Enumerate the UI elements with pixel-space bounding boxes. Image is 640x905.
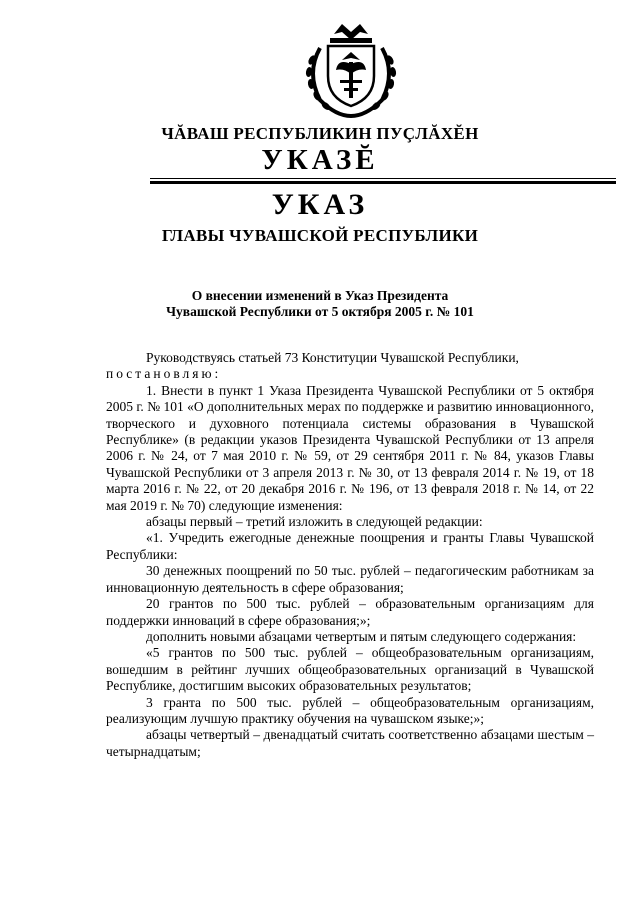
divider-thin — [150, 178, 616, 179]
paragraph: 20 грантов по 500 тыс. рублей – образовательным организациям для поддержки инноваций в сфере образования;»; — [106, 596, 594, 628]
paragraph-preamble: Руководствуясь статьей 73 Конституции Чувашской Республики, — [146, 350, 519, 365]
chuvash-heading: ЧĂВАШ РЕСПУБЛИКИН ПУÇЛĂХĔН — [161, 124, 479, 143]
paragraph: «5 грантов по 500 тыс. рублей – общеобразовательным организациям, вошедшим в рейтинг лучших общеобразовательных организаций в Чувашской Республике, достигшим высоких образовательных результатов; — [106, 645, 594, 694]
paragraph: 3 гранта по 500 тыс. рублей – общеобразовательным организациям, реализующим лучшую практику обучения на чувашском языке;»; — [106, 694, 594, 726]
decree-title: УКАЗ — [271, 188, 369, 221]
coat-of-arms-icon — [298, 18, 404, 122]
paragraph-resolve: постановляю: — [106, 366, 222, 382]
divider-thick — [150, 181, 616, 184]
paragraph: 30 денежных поощрений по 50 тыс. рублей – педагогическим работникам за инновационную деятельность в сфере образования; — [106, 563, 594, 595]
subject-line-1: О внесении изменений в Указ Президента — [191, 288, 449, 303]
paragraph: абзацы четвертый – двенадцатый считать соответственно абзацами шестым – четырнадцатым; — [106, 727, 594, 759]
paragraph: абзацы первый – третий изложить в следующей редакции: — [146, 514, 483, 530]
decree-subject — [0, 288, 640, 320]
paragraph: дополнить новыми абзацами четвертым и пятым следующего содержания: — [146, 628, 577, 644]
paragraph-item-1: 1. Внести в пункт 1 Указа Президента Чувашской Республики от 5 октября 2005 г. № 101 «О дополнительных мерах по поддержке и развитию инновационного, творческого и духовного потенциала системы образования в Чувашской Республике» (в редакции указов Президента Чувашской Республики от 13 апреля 2006 г. № 24, от 7 мая 2010 г. № 59, от 29 сентября 2011 г. № 84, указов Главы Чувашской Республики от 3 апреля 2013 г. № 30, от 13 февраля 2014 г. № 19, от 18 марта 2016 г. № 22, от 20 декабря 2016 г. № 196, от 13 февраля 2018 г. № 14, от 22 мая 2019 г. № 70) следующие изменения: — [106, 382, 594, 513]
paragraph: «1. Учредить ежегодные денежные поощрения и гранты Главы Чувашской Республики: — [106, 530, 594, 562]
chuvash-decree-title: УКАЗĔ — [261, 144, 379, 176]
issuer-heading: ГЛАВЫ ЧУВАШСКОЙ РЕСПУБЛИКИ — [161, 226, 479, 245]
subject-line-2: Чувашской Республики от 5 октября 2005 г. № 101 — [166, 304, 474, 319]
decree-body — [106, 350, 594, 760]
